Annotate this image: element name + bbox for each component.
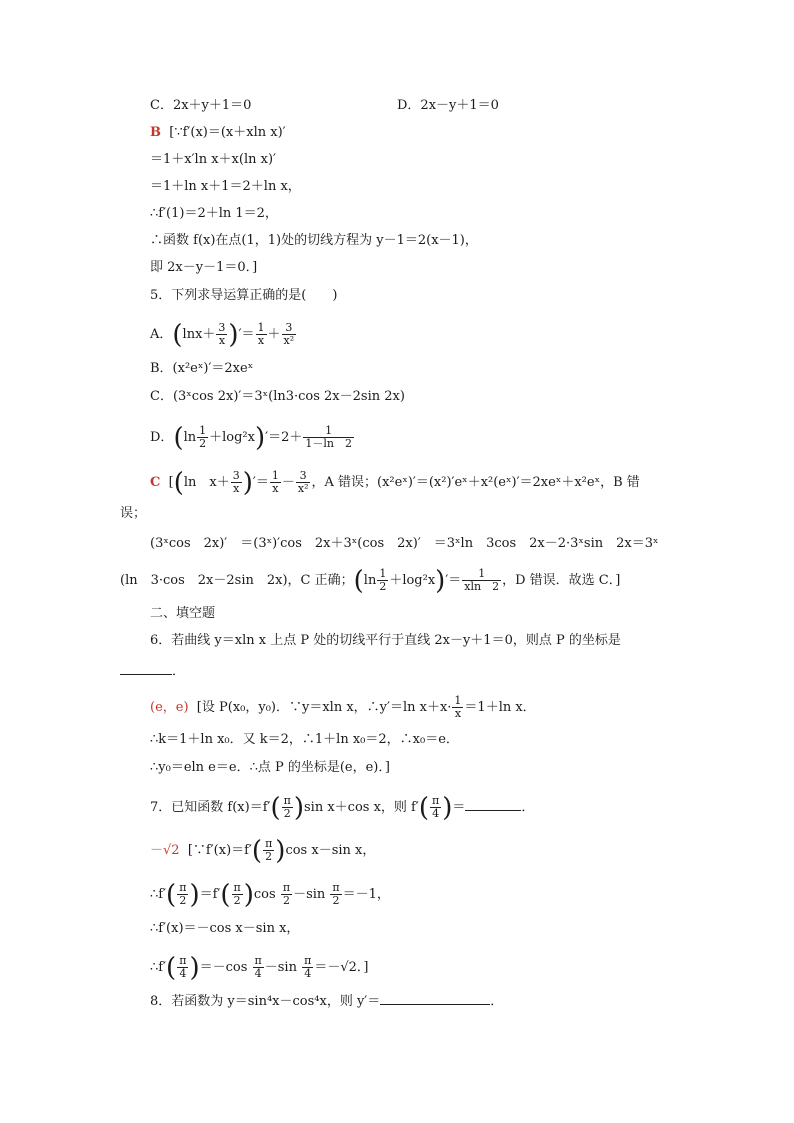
paren-right: ) bbox=[254, 422, 266, 453]
log-text: ＋log²x bbox=[209, 430, 255, 445]
q7-sol-4b: ＝－cos bbox=[199, 960, 248, 975]
ln-text: ln bbox=[363, 573, 377, 588]
fraction: $\frac{1}{x}$ bbox=[257, 321, 265, 347]
paren-right: ) bbox=[243, 879, 254, 910]
q5-answer: C bbox=[150, 475, 161, 490]
q7-sol-2e: ＝－1， bbox=[342, 887, 390, 902]
paren-left: ( bbox=[270, 792, 281, 823]
fraction-pi-4: $\frac{\pi}{4}$ bbox=[304, 954, 312, 980]
fraction-pi-2: $\frac{\pi}{2}$ bbox=[332, 881, 340, 907]
fraction-pi-4: $\frac{\pi}{4}$ bbox=[179, 954, 187, 980]
q5-solution-line-3: (3ˣcos 2x)′ ＝(3ˣ)′cos 2x＋3ˣ(cos 2x)′ ＝3ˣln 3cos 2x－2·3ˣsin 2x＝3ˣ bbox=[150, 536, 659, 551]
fraction: $\frac{3}{x}$ bbox=[218, 321, 226, 347]
q6-blank-line bbox=[120, 660, 185, 681]
q5-solution-line-4 bbox=[120, 565, 621, 596]
q7-sol-1b: cos x－sin x， bbox=[285, 843, 376, 858]
q7-solution-line-1 bbox=[150, 835, 376, 866]
fraction: $\frac{1}{1-\ln 2}$ bbox=[305, 424, 352, 450]
q4-option-d: D．2x－y＋1＝0 bbox=[397, 98, 499, 113]
paren-left: ( bbox=[173, 422, 184, 453]
q7-sol-1a: [∵f′(x)＝f′ bbox=[187, 843, 252, 858]
q5-sol-4-rest: ，D 错误．故选 C．] bbox=[502, 573, 621, 588]
q7-sol-2a: ∴f′ bbox=[150, 887, 167, 902]
q8-stem bbox=[150, 990, 503, 1011]
q5-solution-line-1 bbox=[150, 467, 640, 498]
q5-sol-4a: (ln 3·cos 2x－2sin 2x)，C 正确； bbox=[120, 573, 354, 588]
paren-right: ) bbox=[228, 319, 239, 350]
paren-left: ( bbox=[173, 467, 184, 498]
eq: ′＝ bbox=[252, 475, 269, 490]
paren-left: ( bbox=[418, 792, 429, 823]
answer-blank[interactable] bbox=[465, 796, 521, 811]
q5-solution-line-2: 误； bbox=[120, 506, 147, 521]
q4-option-c: C．2x＋y＋1＝0 bbox=[150, 98, 252, 113]
ln-text: ln x＋ bbox=[183, 475, 230, 490]
q5-a-main: lnx＋ bbox=[182, 327, 216, 342]
q5-d-label: D． bbox=[150, 430, 174, 445]
minus: － bbox=[281, 475, 295, 490]
fraction-pi-2: $\frac{\pi}{2}$ bbox=[282, 881, 291, 907]
fraction-pi-2: $\frac{\pi}{2}$ bbox=[283, 794, 291, 820]
q7-solution-line-4 bbox=[150, 952, 369, 983]
period: ． bbox=[521, 800, 535, 815]
paren-left: ( bbox=[251, 835, 263, 866]
paren-right: ) bbox=[189, 879, 200, 910]
eq: ＝ bbox=[452, 800, 466, 815]
answer-blank[interactable] bbox=[120, 660, 172, 675]
q4-solution-line-1 bbox=[150, 124, 286, 142]
q8-stem-text: 8．若函数为 y＝sin⁴x－cos⁴x，则 y′＝ bbox=[150, 994, 381, 1009]
paren-left: ( bbox=[166, 952, 177, 983]
fraction: $\frac{1}{xln 2}$ bbox=[464, 567, 500, 593]
sin: －sin bbox=[264, 960, 297, 975]
section-heading: 二、填空题 bbox=[150, 606, 216, 621]
paren-left: ( bbox=[172, 319, 183, 350]
q7-stem-a: 7．已知函数 f(x)＝f′ bbox=[150, 800, 271, 815]
paren-left: ( bbox=[220, 879, 231, 910]
eq: ′＝ bbox=[445, 573, 462, 588]
fraction: $\frac{3}{x}$ bbox=[232, 469, 240, 495]
fraction: $\frac{1}{2}$ bbox=[199, 424, 207, 450]
q4-solution-line-6: 即 2x－y－1＝0．] bbox=[150, 260, 258, 275]
fraction: $\frac{1}{2}$ bbox=[379, 567, 387, 593]
paren-right: ) bbox=[275, 835, 286, 866]
plus: ＋ bbox=[267, 327, 281, 342]
q5-option-d bbox=[150, 422, 355, 453]
paren-left: ( bbox=[166, 879, 177, 910]
q6-sol-1b: ＝1＋ln x． bbox=[464, 700, 536, 715]
q6-solution-line-2: ∴k＝1＋ln x₀．又 k＝2，∴1＋ln x₀＝2，∴x₀＝e． bbox=[150, 732, 459, 747]
q4-answer: B bbox=[150, 125, 161, 140]
q5-a-eq: ′＝ bbox=[238, 327, 255, 342]
bracket: [ bbox=[168, 475, 174, 490]
paren-right: ) bbox=[293, 792, 305, 823]
q4-sol-1: [∵f′(x)＝(x＋xln x)′ bbox=[169, 125, 286, 140]
period: ． bbox=[172, 664, 186, 679]
q7-sol-4d: ＝－√2．] bbox=[314, 960, 369, 975]
q5-d-eq: ′＝2＋ bbox=[265, 430, 303, 445]
q6-stem: 6．若曲线 y＝xln x 上点 P 处的切线平行于直线 2x－y＋1＝0，则点 P 的坐标是 bbox=[150, 633, 621, 648]
q6-answer: (e，e) bbox=[150, 700, 189, 715]
q7-sol-2b: ＝f′ bbox=[199, 887, 221, 902]
paren-left: ( bbox=[353, 565, 364, 596]
q4-solution-line-4: ∴f′(1)＝2＋ln 1＝2， bbox=[150, 206, 278, 221]
q4-solution-line-5: ∴函数 f(x)在点(1，1)处的切线方程为 y－1＝2(x－1)， bbox=[150, 233, 478, 248]
q7-sol-4a: ∴f′ bbox=[150, 960, 167, 975]
fraction-pi-4: $\frac{\pi}{4}$ bbox=[254, 954, 262, 980]
q7-answer: －√2 bbox=[150, 843, 180, 858]
q7-stem bbox=[150, 792, 535, 823]
fraction: $\frac{3}{\text{x²}}$ bbox=[283, 321, 295, 347]
q6-sol-1a: [设 P(x₀，y₀)．∵y＝xln x，∴y′＝ln x＋x· bbox=[196, 700, 452, 715]
q4-solution-line-2: ＝1＋x′ln x＋x(ln x)′ bbox=[150, 152, 276, 167]
fraction: $\frac{3}{\text{x²}}$ bbox=[297, 469, 309, 495]
q7-solution-line-3: ∴f′(x)＝－cos x－sin x， bbox=[150, 921, 300, 936]
fraction-pi-4: $\frac{\pi}{4}$ bbox=[431, 794, 440, 820]
q5-option-c: C．(3ˣcos 2x)′＝3ˣ(ln3·cos 2x－2sin 2x) bbox=[150, 389, 405, 404]
paren-right: ) bbox=[242, 467, 253, 498]
q7-stem-b: sin x＋cos x，则 f′ bbox=[304, 800, 419, 815]
q5-option-b: B．(x²eˣ)′＝2xeˣ bbox=[150, 361, 254, 376]
period: ． bbox=[490, 994, 504, 1009]
q6-solution-line-1 bbox=[150, 695, 536, 720]
cos: cos bbox=[253, 887, 276, 902]
q5-sol-rest: ，A 错误；(x²eˣ)′＝(x²)′eˣ＋x²(eˣ)′＝2xeˣ＋x²eˣ，B 错 bbox=[311, 475, 640, 490]
fraction-pi-2: $\frac{\pi}{2}$ bbox=[265, 837, 273, 863]
q5-a-label: A． bbox=[150, 327, 173, 342]
fraction-pi-2: $\frac{\pi}{2}$ bbox=[179, 881, 187, 907]
fraction-pi-2: $\frac{\pi}{2}$ bbox=[233, 881, 241, 907]
sin: －sin bbox=[293, 887, 326, 902]
paren-right: ) bbox=[442, 792, 453, 823]
paren-right: ) bbox=[435, 565, 446, 596]
fraction: $\frac{1}{x}$ bbox=[454, 694, 462, 720]
q5-option-a bbox=[150, 319, 297, 350]
log-text: ＋log²x bbox=[389, 573, 436, 588]
paren-right: ) bbox=[189, 952, 200, 983]
q6-solution-line-3: ∴y₀＝eln e＝e．∴点 P 的坐标是(e，e)．] bbox=[150, 760, 390, 775]
q5-stem: 5．下列求导运算正确的是( ) bbox=[150, 288, 338, 303]
q7-solution-line-2 bbox=[150, 879, 390, 910]
fraction: $\frac{1}{x}$ bbox=[271, 469, 279, 495]
answer-blank[interactable] bbox=[380, 990, 490, 1005]
ln-text: ln bbox=[183, 430, 197, 445]
q4-solution-line-3: ＝1＋ln x＋1＝2＋ln x， bbox=[150, 179, 301, 194]
